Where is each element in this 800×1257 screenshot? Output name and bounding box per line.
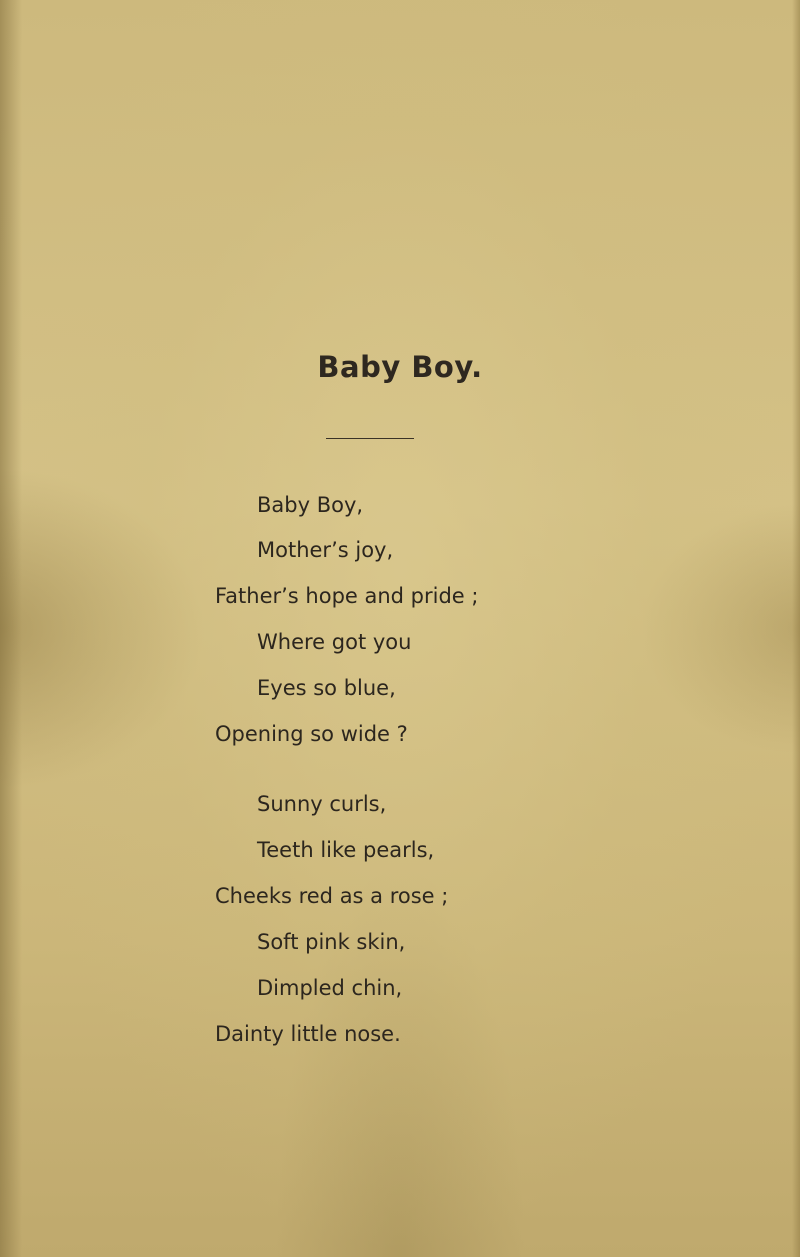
poem-line: Sunny curls, bbox=[257, 792, 387, 816]
poem-line: Cheeks red as a rose ; bbox=[215, 884, 449, 908]
poem-line: Teeth like pearls, bbox=[257, 838, 435, 862]
poem-line: Mother’s joy, bbox=[257, 538, 394, 562]
poem-line: Baby Boy, bbox=[257, 493, 364, 517]
poem-line: Soft pink skin, bbox=[257, 930, 406, 954]
poem-title: Baby Boy. bbox=[317, 350, 483, 384]
page-right-shadow bbox=[792, 0, 800, 1257]
poem-line: Opening so wide ? bbox=[215, 722, 408, 746]
poem-line: Dimpled chin, bbox=[257, 976, 403, 1000]
poem-line: Dainty little nose. bbox=[215, 1022, 401, 1046]
poem-line: Father’s hope and pride ; bbox=[215, 584, 479, 608]
title-divider bbox=[326, 438, 414, 439]
page-left-shadow bbox=[0, 0, 22, 1257]
poem-line: Where got you bbox=[257, 630, 412, 654]
poem-line: Eyes so blue, bbox=[257, 676, 396, 700]
